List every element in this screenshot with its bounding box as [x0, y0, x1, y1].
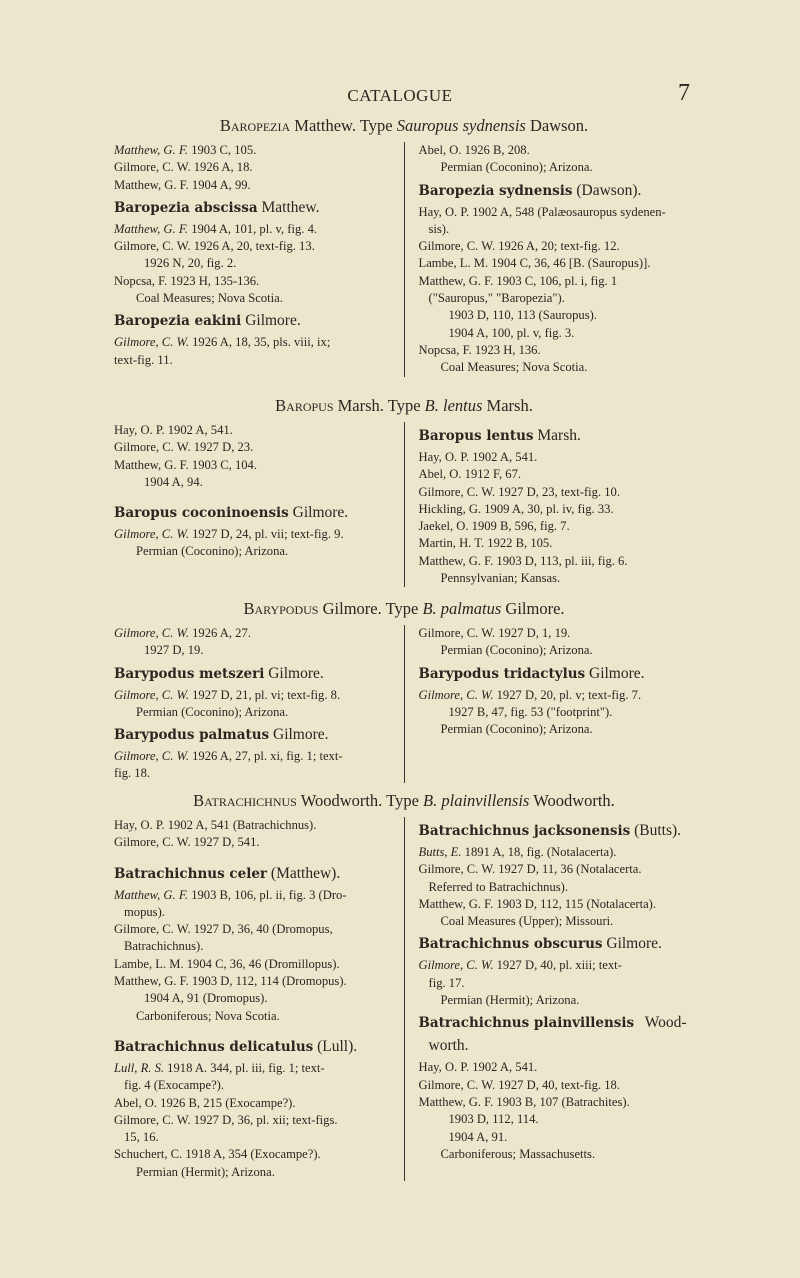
reference-author: Gilmore, C. W. — [418, 687, 494, 702]
reference-text: text-fig. 11. — [114, 352, 173, 367]
reference-text: 1918 A. 344, pl. iii, fig. 1; text- — [164, 1060, 325, 1075]
reference-text: Permian (Hermit); Arizona. — [136, 1164, 275, 1179]
species-author: Gilmore. — [602, 935, 662, 953]
species-author: (Matthew). — [267, 864, 341, 882]
reference-line — [114, 765, 390, 782]
reference-line — [419, 342, 695, 359]
species-author: Matthew. — [257, 198, 320, 216]
species-heading — [114, 198, 390, 218]
reference-text: Matthew, G. F. 1903 C, 106, pl. i, fig. 1 — [418, 273, 618, 288]
two-column-list — [114, 817, 694, 1181]
genus-title — [114, 396, 694, 418]
reference-line — [419, 307, 695, 324]
reference-text: 1904 A, 91 (Dromopus). — [144, 991, 268, 1006]
species-heading — [114, 503, 390, 523]
reference-text: 1926 A, 27. — [188, 626, 251, 640]
reference-line — [114, 1164, 390, 1181]
reference-text: Gilmore, C. W. 1926 A, 20, text-fig. 13. — [114, 239, 315, 254]
reference-line — [114, 543, 390, 560]
species-name: Barypodus palmatus — [114, 727, 270, 744]
reference-author: Matthew, G. F. — [114, 887, 189, 902]
reference-text: Gilmore, C. W. 1927 D, 23, text-fig. 10. — [418, 484, 620, 499]
reference-line — [114, 177, 390, 194]
reference-line — [114, 973, 390, 990]
species-heading — [114, 725, 390, 745]
reference-text: Abel, O. 1912 F, 67. — [418, 467, 522, 482]
reference-line — [419, 1146, 695, 1163]
reference-author: Matthew, G. F. — [114, 143, 189, 157]
reference-line — [419, 957, 695, 974]
reference-line — [419, 721, 695, 738]
spacer — [114, 1025, 390, 1033]
reference-text: Gilmore, C. W. 1927 D, 36, 40 (Dromopus, — [114, 922, 333, 937]
reference-text: Matthew, G. F. 1903 B, 107 (Batrachites). — [418, 1094, 630, 1109]
reference-line — [114, 422, 390, 439]
reference-line — [114, 990, 390, 1007]
reference-line — [114, 1129, 390, 1146]
species-heading — [419, 181, 695, 201]
right-column — [404, 625, 695, 783]
reference-author: Lull, R. S. — [114, 1060, 165, 1075]
two-column-list — [114, 422, 694, 587]
reference-text: 1904 A, 94. — [144, 474, 203, 489]
reference-line — [114, 142, 390, 159]
reference-text: Nopcsa, F. 1923 H, 136. — [418, 342, 541, 357]
reference-line — [114, 526, 390, 543]
reference-text: fig. 18. — [114, 766, 151, 781]
reference-text: Permian (Hermit); Arizona. — [440, 993, 580, 1008]
reference-text: Matthew, G. F. 1903 C, 104. — [114, 457, 258, 472]
genus-author: Gilmore. — [322, 599, 382, 618]
species-name: Batrachichnus plainvillensis — [418, 1015, 635, 1032]
reference-line — [114, 439, 390, 456]
reference-line — [419, 273, 695, 290]
species-name: Batrachichnus obscurus — [418, 936, 603, 953]
reference-text: 1926 N, 20, fig. 2. — [144, 256, 237, 271]
reference-line — [419, 1094, 695, 1111]
type-species: B. plainvillensis — [423, 791, 530, 810]
reference-line — [419, 687, 695, 704]
species-author: Gilmore. — [264, 664, 324, 682]
reference-line — [419, 484, 695, 501]
reference-line — [114, 255, 390, 272]
reference-text: Coal Measures; Nova Scotia. — [136, 291, 283, 306]
reference-line — [419, 159, 695, 176]
genus-section — [114, 599, 694, 783]
genus-name: Barypodus — [243, 599, 319, 618]
genus-section — [114, 791, 694, 1181]
species-heading — [419, 664, 695, 684]
reference-line — [419, 535, 695, 552]
reference-line — [419, 553, 695, 570]
reference-text: Hay, O. P. 1902 A, 541. — [418, 1060, 538, 1075]
reference-line — [114, 704, 390, 721]
reference-author: Gilmore, C. W. — [114, 626, 189, 640]
reference-text: 1904 A, 100, pl. v, fig. 3. — [448, 325, 575, 340]
left-column — [114, 422, 390, 587]
reference-text: Gilmore, C. W. 1927 D, 1, 19. — [418, 626, 571, 640]
reference-line — [114, 290, 390, 307]
reference-text: Jaekel, O. 1909 B, 596, fig. 7. — [418, 519, 570, 534]
species-author: Gilmore. — [241, 312, 301, 330]
reference-line — [114, 1008, 390, 1025]
reference-line — [419, 1129, 695, 1146]
reference-line — [114, 457, 390, 474]
species-author: Marsh. — [533, 427, 581, 444]
type-species: B. lentus — [424, 396, 483, 415]
reference-text: 15, 16. — [124, 1130, 159, 1145]
species-heading — [114, 864, 390, 884]
reference-line — [419, 221, 695, 238]
type-label: Type — [359, 116, 393, 135]
type-author: Woodworth. — [533, 791, 615, 810]
genus-section — [114, 396, 694, 587]
reference-text: 1927 D, 40, pl. xiii; text- — [493, 958, 622, 973]
reference-line — [419, 642, 695, 659]
species-heading — [114, 311, 390, 331]
reference-line — [419, 1077, 695, 1094]
genus-name: Baropezia — [219, 116, 291, 135]
reference-text: fig. 4 (Exocampe?). — [124, 1078, 225, 1093]
reference-line — [114, 642, 390, 659]
reference-text: Matthew, G. F. 1903 D, 112, 114 (Dromopus). — [114, 974, 347, 989]
species-heading — [419, 426, 695, 446]
reference-text: mopus). — [124, 904, 165, 919]
reference-text: Pennsylvanian; Kansas. — [440, 571, 561, 586]
right-column — [404, 422, 695, 587]
reference-text: 1904 A, 91. — [448, 1129, 508, 1144]
reference-text: Martin, H. T. 1922 B, 105. — [418, 536, 553, 551]
reference-line — [419, 325, 695, 342]
reference-line — [114, 687, 390, 704]
reference-line — [419, 844, 695, 861]
reference-text: 1903 D, 110, 113 (Sauropus). — [448, 308, 597, 323]
reference-author: Gilmore, C. W. — [418, 958, 494, 973]
species-name: Baropezia sydnensis — [418, 182, 573, 199]
species-name: Batrachichnus celer — [114, 865, 268, 882]
type-author: Marsh. — [486, 396, 533, 415]
reference-line — [419, 204, 695, 221]
reference-text: Lambe, L. M. 1904 C, 36, 46 [B. (Sauropus)]. — [418, 256, 651, 271]
reference-line — [114, 1146, 390, 1163]
species-author: (Dawson). — [572, 181, 642, 199]
left-column — [114, 817, 390, 1181]
reference-text: Schuchert, C. 1918 A, 354 (Exocampe?). — [114, 1147, 321, 1162]
reference-text: Coal Measures; Nova Scotia. — [440, 360, 588, 375]
reference-text: Gilmore, C. W. 1927 D, 40, text-fig. 18. — [418, 1077, 620, 1092]
reference-line — [114, 1077, 390, 1094]
species-name: Barypodus metszeri — [114, 665, 265, 682]
reference-text: 1926 A, 18, 35, pls. viii, ix; — [188, 335, 331, 350]
reference-text: Hay, O. P. 1902 A, 541. — [418, 450, 538, 464]
type-label: Type — [385, 599, 419, 618]
reference-line — [419, 896, 695, 913]
reference-text: 1927 D, 21, pl. vi; text-fig. 8. — [188, 687, 341, 702]
reference-text: 1903 D, 112, 114. — [448, 1112, 539, 1127]
reference-text: 1927 D, 24, pl. vii; text-fig. 9. — [188, 527, 344, 542]
genus-title — [114, 599, 694, 621]
reference-text: sis). — [428, 221, 450, 236]
reference-line — [419, 1059, 695, 1076]
genus-name: Batrachichnus — [193, 791, 297, 810]
reference-text: Abel, O. 1926 B, 208. — [418, 143, 530, 157]
species-author: Wood- — [644, 1014, 687, 1032]
right-column — [404, 142, 695, 377]
reference-line — [419, 570, 695, 587]
reference-line — [114, 1060, 390, 1077]
reference-line — [419, 913, 695, 930]
species-author: Gilmore. — [585, 664, 645, 682]
reference-text: Carboniferous; Massachusetts. — [440, 1146, 596, 1161]
reference-line — [114, 921, 390, 938]
reference-author: Matthew, G. F. — [114, 221, 189, 236]
species-name: Baropezia eakini — [114, 313, 242, 330]
reference-line — [114, 938, 390, 955]
genus-author: Woodworth. — [300, 791, 383, 810]
genus-author: Marsh. — [337, 396, 384, 415]
reference-line — [419, 501, 695, 518]
reference-text: Referred to Batrachichnus). — [428, 879, 569, 894]
species-name: Baropus lentus — [418, 428, 534, 444]
reference-line — [114, 238, 390, 255]
reference-line — [114, 748, 390, 765]
species-heading — [419, 934, 695, 954]
reference-line — [114, 834, 390, 851]
reference-line — [419, 449, 695, 466]
species-author: (Lull). — [313, 1037, 358, 1055]
reference-text: Hay, O. P. 1902 A, 548 (Palæosauropus sydenen- — [418, 204, 666, 219]
reference-text: Nopcsa, F. 1923 H, 135-136. — [114, 273, 260, 288]
type-author: Dawson. — [529, 116, 589, 135]
reference-author: Gilmore, C. W. — [114, 527, 189, 542]
reference-line — [114, 159, 390, 176]
reference-author: Gilmore, C. W. — [114, 687, 189, 702]
reference-text: worth. — [428, 1037, 469, 1055]
page-number: 7 — [678, 80, 690, 106]
reference-text: Permian (Coconino); Arizona. — [136, 544, 289, 559]
reference-text: Permian (Coconino); Arizona. — [440, 722, 593, 737]
reference-text: Gilmore, C. W. 1926 A, 20; text-fig. 12. — [418, 239, 620, 254]
species-heading — [114, 664, 390, 684]
reference-text: ("Sauropus," "Baropezia"). — [428, 291, 565, 306]
species-heading — [419, 821, 695, 841]
species-name: Batrachichnus delicatulus — [114, 1038, 314, 1055]
reference-text: Gilmore, C. W. 1927 D, 23. — [114, 440, 254, 455]
genus-author: Matthew. — [294, 116, 357, 135]
reference-line — [419, 238, 695, 255]
reference-text: 1927 D, 20, pl. v; text-fig. 7. — [493, 687, 642, 702]
reference-line — [419, 992, 695, 1009]
genus-name: Baropus — [275, 396, 334, 415]
reference-line — [419, 290, 695, 307]
reference-text: Hickling, G. 1909 A, 30, pl. iv, fig. 33. — [418, 501, 614, 516]
reference-line — [419, 359, 695, 376]
species-author: Gilmore. — [269, 726, 329, 744]
reference-line — [419, 1111, 695, 1128]
spacer — [114, 491, 390, 499]
reference-author: Gilmore, C. W. — [114, 749, 189, 764]
reference-text: 1903 B, 106, pl. ii, fig. 3 (Dro- — [188, 887, 347, 902]
reference-text: Hay, O. P. 1902 A, 541 (Batrachichnus). — [114, 818, 317, 832]
reference-text: Gilmore, C. W. 1927 D, 36, pl. xii; text-figs. — [114, 1112, 338, 1127]
left-column — [114, 142, 390, 377]
genus-section — [114, 116, 694, 377]
spacer — [114, 852, 390, 860]
reference-text: 1926 A, 27, pl. xi, fig. 1; text- — [188, 749, 343, 764]
reference-text: Matthew, G. F. 1904 A, 99. — [114, 177, 251, 192]
reference-line — [114, 1095, 390, 1112]
reference-line — [419, 1036, 695, 1056]
species-heading — [419, 1013, 687, 1033]
reference-text: Gilmore, C. W. 1927 D, 11, 36 (Notalacerta. — [418, 862, 642, 877]
reference-text: Matthew, G. F. 1903 D, 113, pl. iii, fig. 6. — [418, 553, 628, 568]
reference-text: 1927 B, 47, fig. 53 ("footprint"). — [448, 704, 613, 719]
type-label: Type — [387, 396, 421, 415]
right-column — [404, 817, 695, 1181]
reference-text: 1903 C, 105. — [188, 143, 257, 157]
reference-text: Hay, O. P. 1902 A, 541. — [114, 423, 233, 437]
reference-line — [419, 142, 695, 159]
species-name: Baropus coconinoensis — [114, 505, 289, 522]
reference-line — [114, 334, 390, 351]
reference-text: Permian (Coconino); Arizona. — [440, 160, 593, 175]
reference-line — [114, 1112, 390, 1129]
type-species: B. palmatus — [422, 599, 502, 618]
reference-text: Gilmore, C. W. 1926 A, 18. — [114, 160, 253, 175]
reference-line — [114, 352, 390, 369]
genus-title — [114, 791, 694, 813]
reference-line — [419, 625, 695, 642]
species-author: (Butts). — [630, 822, 682, 839]
reference-line — [419, 518, 695, 535]
type-label: Type — [386, 791, 419, 810]
type-species: Sauropus sydnensis — [396, 116, 526, 135]
reference-line — [419, 255, 695, 272]
reference-text: Coal Measures (Upper); Missouri. — [440, 914, 614, 929]
reference-line — [419, 975, 695, 992]
reference-text: Lambe, L. M. 1904 C, 36, 46 (Dromillopus). — [114, 956, 340, 971]
running-head: CATALOGUE — [347, 86, 453, 105]
reference-text: 1927 D, 19. — [144, 643, 204, 658]
two-column-list — [114, 142, 694, 377]
genus-title — [114, 116, 694, 138]
reference-text: 1904 A, 101, pl. v, fig. 4. — [188, 221, 318, 236]
reference-text: Matthew, G. F. 1903 D, 112, 115 (Notalacerta). — [418, 896, 657, 911]
reference-line — [419, 861, 695, 878]
reference-line — [114, 817, 390, 834]
species-heading — [114, 1037, 390, 1057]
reference-text: Abel, O. 1926 B, 215 (Exocampe?). — [114, 1095, 296, 1110]
reference-author: Gilmore, C. W. — [114, 335, 189, 350]
reference-text: Permian (Coconino); Arizona. — [440, 643, 593, 658]
reference-text: Gilmore, C. W. 1927 D, 541. — [114, 835, 260, 850]
reference-line — [114, 273, 390, 290]
species-name: Batrachichnus jacksonensis — [418, 823, 631, 839]
left-column — [114, 625, 390, 783]
reference-text: Carboniferous; Nova Scotia. — [136, 1008, 280, 1023]
species-name: Baropezia abscissa — [114, 199, 258, 216]
reference-line — [114, 904, 390, 921]
reference-line — [419, 879, 695, 896]
reference-line — [419, 466, 695, 483]
reference-line — [114, 474, 390, 491]
reference-text: 1891 A, 18, fig. (Notalacerta). — [461, 845, 617, 859]
reference-line — [114, 221, 390, 238]
species-name: Barypodus tridactylus — [418, 665, 586, 682]
type-author: Gilmore. — [505, 599, 565, 618]
reference-line — [114, 956, 390, 973]
reference-text: Permian (Coconino); Arizona. — [136, 704, 289, 719]
reference-text: Batrachichnus). — [124, 939, 204, 954]
reference-author: Butts, E. — [418, 845, 462, 859]
reference-line — [114, 625, 390, 642]
two-column-list — [114, 625, 694, 783]
reference-text: fig. 17. — [428, 975, 465, 990]
reference-line — [419, 704, 695, 721]
species-author: Gilmore. — [288, 504, 349, 522]
reference-line — [114, 887, 390, 904]
